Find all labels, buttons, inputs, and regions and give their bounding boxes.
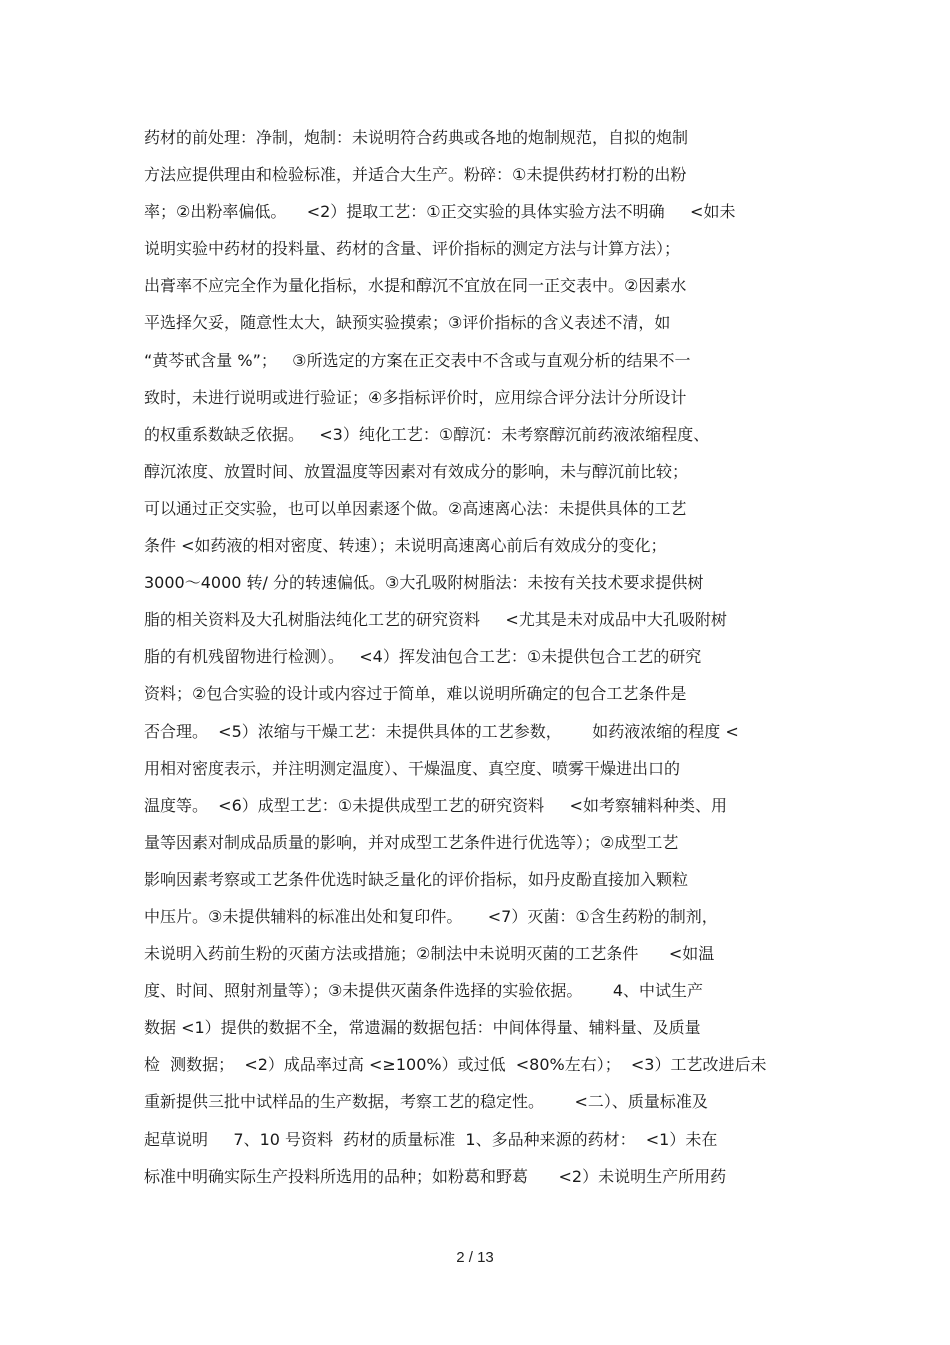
text-line: 否合理。 <5）浓缩与干燥工艺：未提供具体的工艺参数， 如药液浓缩的程度 < bbox=[144, 721, 739, 741]
text-line: 方法应提供理由和检验标准，并适合大生产。粉碎：①未提供药材打粉的出粉 bbox=[144, 165, 687, 185]
text-line: 用相对密度表示，并注明测定温度）、干燥温度、真空度、喷雾干燥进出口的 bbox=[144, 758, 681, 778]
text-line: 温度等。 <6）成型工艺：①未提供成型工艺的研究资料 <如考察辅料种类、用 bbox=[144, 795, 727, 815]
text-line: 中压片。③未提供辅料的标准出处和复印件。 <7）灭菌：①含生药粉的制剂， bbox=[144, 906, 718, 926]
text-line: 检 测数据； <2）成品率过高 <≥100%）或过低 <80%左右）； <3）工艺改进后未 bbox=[144, 1055, 767, 1075]
text-line: 量等因素对制成品质量的影响，并对成型工艺条件进行优选等）；②成型工艺 bbox=[144, 832, 679, 852]
text-line: 条件 <如药液的相对密度、转速）；未说明高速离心前后有效成分的变化； bbox=[144, 536, 667, 556]
text-line: 数据 <1）提供的数据不全，常遗漏的数据包括：中间体得量、辅料量、及质量 bbox=[144, 1018, 701, 1038]
body-text bbox=[144, 119, 824, 1195]
text-line: 重新提供三批中试样品的生产数据，考察工艺的稳定性。 <二）、质量标准及 bbox=[144, 1092, 708, 1112]
text-line: 药材的前处理：净制，炮制：未说明符合药典或各地的炮制规范，自拟的炮制 bbox=[144, 128, 689, 147]
text-line: 标准中明确实际生产投料所选用的品种；如粉葛和野葛 <2）未说明生产所用药 bbox=[144, 1166, 727, 1186]
text-line: 致时，未进行说明或进行验证；④多指标评价时，应用综合评分法计分所设计 bbox=[144, 387, 687, 407]
page-number: 2 / 13 bbox=[456, 1249, 494, 1266]
text-line: 出膏率不应完全作为量化指标，水提和醇沉不宜放在同一正交表中。②因素水 bbox=[144, 276, 687, 296]
text-line: 脂的相关资料及大孔树脂法纯化工艺的研究资料 <尤其是未对成品中大孔吸附树 bbox=[144, 610, 727, 630]
text-line: 可以通过正交实验，也可以单因素逐个做。②高速离心法：未提供具体的工艺 bbox=[144, 498, 687, 518]
text-line: 平选择欠妥，随意性太大，缺预实验摸索；③评价指标的含义表述不清，如 bbox=[144, 313, 671, 333]
text-line: 度、时间、照射剂量等）；③未提供灭菌条件选择的实验依据。 4、中试生产 bbox=[144, 981, 704, 1001]
text-line: 率；②出粉率偏低。 <2）提取工艺：①正交实验的具体实验方法不明确 <如未 bbox=[144, 202, 736, 222]
text-line: 说明实验中药材的投料量、药材的含量、评价指标的测定方法与计算方法）； bbox=[144, 239, 681, 259]
text-line: 的权重系数缺乏依据。 <3）纯化工艺：①醇沉：未考察醇沉前药液浓缩程度、 bbox=[144, 424, 710, 444]
text-line: 起草说明 7、10 号资料 药材的质量标准 1、多品种来源的药材： <1）未在 bbox=[144, 1129, 718, 1149]
text-line: 资料；②包合实验的设计或内容过于简单，难以说明所确定的包合工艺条件是 bbox=[144, 684, 687, 704]
text-line: 脂的有机残留物进行检测）。 <4）挥发油包合工艺：①未提供包合工艺的研究 bbox=[144, 647, 702, 667]
text-line: 未说明入药前生粉的灭菌方法或措施；②制法中未说明灭菌的工艺条件 <如温 bbox=[144, 944, 715, 964]
text-line: “黄芩甙含量 %”； ③所选定的方案在正交表中不含或与直观分析的结果不一 bbox=[144, 350, 691, 370]
text-line: 醇沉浓度、放置时间、放置温度等因素对有效成分的影响，未与醇沉前比较； bbox=[144, 461, 689, 481]
text-line: 影响因素考察或工艺条件优选时缺乏量化的评价指标，如丹皮酚直接加入颗粒 bbox=[144, 869, 689, 889]
text-line: 3000～4000 转/ 分的转速偏低。③大孔吸附树脂法：未按有关技术要求提供树 bbox=[144, 573, 704, 593]
